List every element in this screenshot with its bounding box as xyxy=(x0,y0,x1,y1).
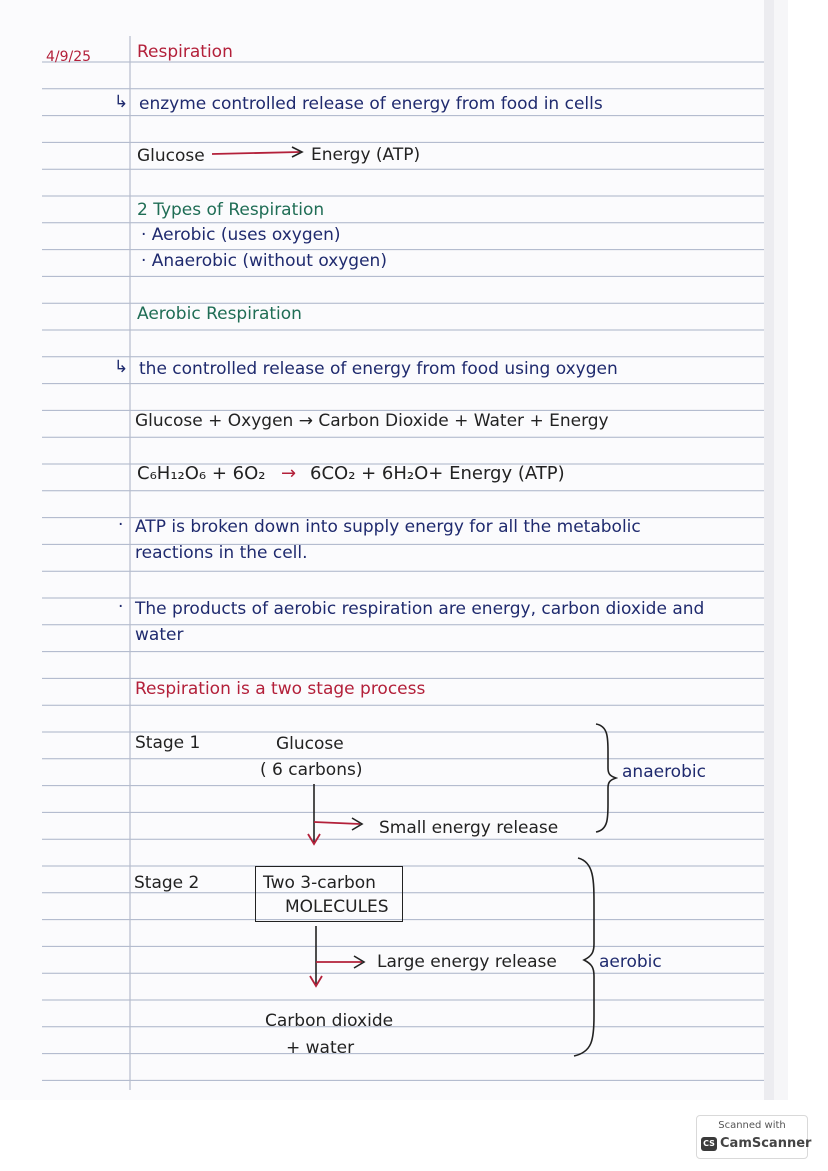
curly-brace-icon xyxy=(572,856,602,1058)
stage1-carbons: ( 6 carbons) xyxy=(260,760,363,780)
types-heading: 2 Types of Respiration xyxy=(137,200,325,220)
bullet-dot: · xyxy=(118,597,124,617)
bullet1-line2: reactions in the cell. xyxy=(135,543,308,563)
two-stage-heading: Respiration is a two stage process xyxy=(135,679,426,699)
stage2-label: Stage 2 xyxy=(134,873,200,893)
arrow-icon: → xyxy=(281,463,297,484)
bullet1-line1: ATP is broken down into supply energy for all the metabolic xyxy=(135,517,641,537)
camscanner-watermark xyxy=(696,1115,812,1159)
stage1-label: Stage 1 xyxy=(135,733,201,753)
stage2-box-line2: MOLECULES xyxy=(285,897,389,917)
symbol-equation-products: 6CO₂ + 6H₂O+ Energy (ATP) xyxy=(310,463,565,484)
symbol-equation-reactants: C₆H₁₂O₆ + 6O₂ xyxy=(137,463,266,484)
bullet2-line1: The products of aerobic respiration are energy, carbon dioxide and xyxy=(135,599,705,619)
definition: enzyme controlled release of energy from food in cells xyxy=(139,94,603,114)
arrow-icon xyxy=(300,782,380,852)
stage2-product-line1: Carbon dioxide xyxy=(265,1011,394,1031)
bullet-dot: · xyxy=(118,515,124,535)
watermark-brand: CamScanner xyxy=(720,1136,812,1151)
date: 4/9/25 xyxy=(46,49,92,65)
arrow-bullet: ↳ xyxy=(114,357,129,377)
page-edge-stripe xyxy=(764,0,774,1100)
stage1-type: anaerobic xyxy=(622,762,706,782)
aerobic-definition: the controlled release of energy from food using oxygen xyxy=(139,359,618,379)
stage2-release: Large energy release xyxy=(377,952,557,972)
word-equation-1-left: Glucose xyxy=(137,146,205,166)
curly-brace-icon xyxy=(594,722,618,834)
word-equation-1-right: Energy (ATP) xyxy=(311,145,421,165)
aerobic-heading: Aerobic Respiration xyxy=(137,304,302,324)
bullet2-line2: water xyxy=(135,625,184,645)
page-edge xyxy=(774,0,788,1100)
types-anaerobic: · Anaerobic (without oxygen) xyxy=(141,251,387,271)
arrow-icon xyxy=(302,924,382,994)
stage2-type: aerobic xyxy=(599,952,662,972)
stage1-substance: Glucose xyxy=(276,734,344,754)
page-title: Respiration xyxy=(137,42,233,62)
camscanner-logo-icon: CS xyxy=(701,1137,717,1151)
watermark-caption: Scanned with xyxy=(718,1120,786,1131)
stage2-box-line1: Two 3-carbon xyxy=(263,873,376,893)
arrow-bullet: ↳ xyxy=(114,92,129,112)
word-equation-2: Glucose + Oxygen → Carbon Dioxide + Water + Energy xyxy=(135,411,609,431)
types-aerobic: · Aerobic (uses oxygen) xyxy=(141,225,341,245)
stage2-product-line2: + water xyxy=(286,1038,355,1058)
arrow-icon xyxy=(210,146,306,162)
stage1-release: Small energy release xyxy=(379,818,559,838)
